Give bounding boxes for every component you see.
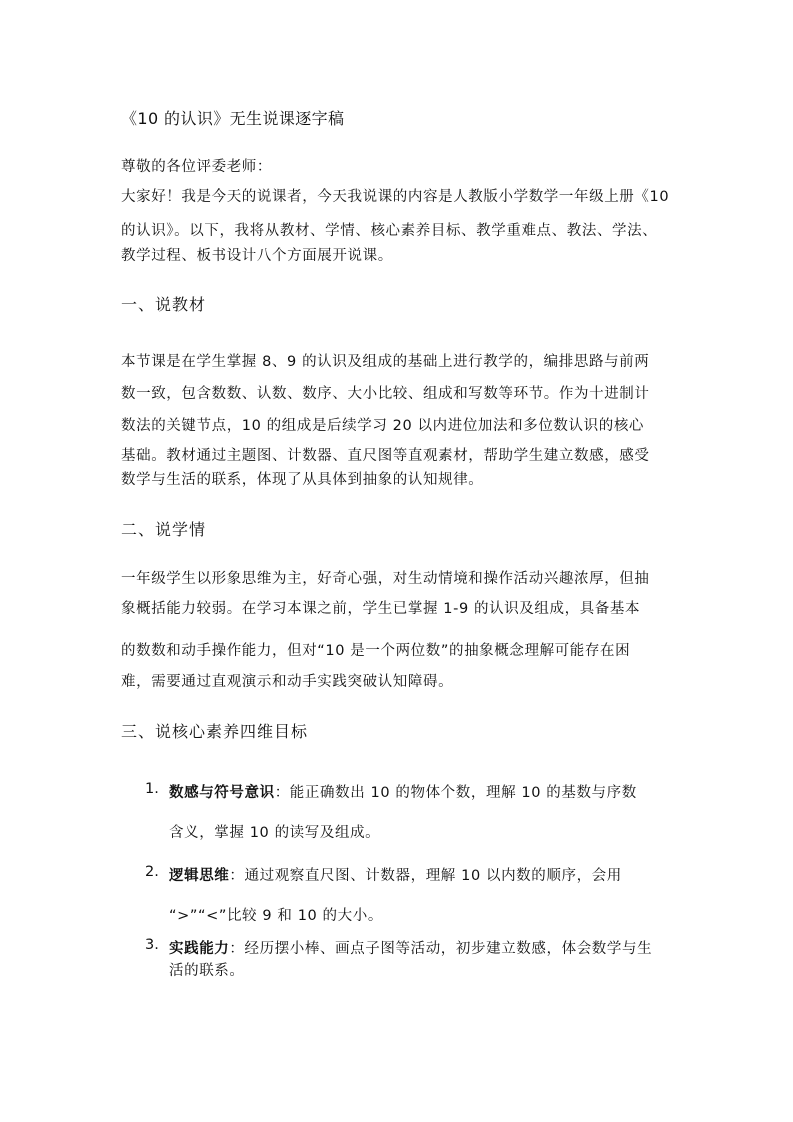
list-item-label: 实践能力 (169, 941, 230, 957)
list-item-label: 数感与符号意识 (169, 785, 275, 801)
list-item-text: ：通过观察直尺图、计数器，理解 10 以内数的顺序，会用 (229, 868, 622, 884)
list-item-text: ：能正确数出 10 的物体个数，理解 10 的基数与序数 (274, 785, 637, 801)
section-heading: 二、说学情 (121, 520, 207, 539)
list-item-label: 逻辑思维 (169, 868, 230, 884)
intro-line: 的认识》。以下，我将从教材、学情、核心素养目标、教学重难点、教法、学法、 (121, 223, 658, 239)
intro-line: 教学过程、板书设计八个方面展开说课。 (121, 248, 393, 264)
paragraph-line: 数学与生活的联系，体现了从具体到抽象的认知规律。 (121, 472, 484, 488)
list-item-text: ：经历摆小棒、画点子图等活动，初步建立数感，体会数学与生 (229, 941, 653, 957)
paragraph-line: 一年级学生以形象思维为主，好奇心强，对生动情境和操作活动兴趣浓厚，但抽 (121, 571, 650, 587)
paragraph-line: 难，需要通过直观演示和动手实践突破认知障碍。 (121, 674, 454, 690)
list-item (169, 864, 679, 885)
list-item-continuation: 活的联系。 (169, 963, 245, 979)
paragraph-line: 本节课是在学生掌握 8、9 的认识及组成的基础上进行教学的，编排思路与前两 (121, 354, 650, 370)
paragraph-line: 数法的关键节点，10 的组成是后续学习 20 以内进位加法和多位数认识的核心 (121, 418, 645, 434)
list-item-continuation: “>”“<”比较 9 和 10 的大小。 (169, 908, 383, 924)
paragraph-line: 基础。教材通过主题图、计数器、直尺图等直观素材，帮助学生建立数感，感受 (121, 448, 650, 464)
list-item (169, 937, 679, 958)
list-item-continuation: 含义，掌握 10 的读写及组成。 (169, 825, 381, 841)
list-item-number: 2. (145, 864, 159, 880)
document-title: 《10 的认识》无生说课逐字稿 (121, 109, 345, 128)
list-item (169, 781, 679, 802)
intro-line: 大家好！我是今天的说课者，今天我说课的内容是人教版小学数学一年级上册《10 (121, 189, 670, 205)
section-heading: 一、说教材 (121, 295, 207, 314)
paragraph-line: 的数数和动手操作能力，但对“10 是一个两位数”的抽象概念理解可能存在困 (121, 643, 631, 659)
list-item-number: 3. (145, 937, 159, 953)
section-heading: 三、说核心素养四维目标 (121, 722, 309, 741)
greeting: 尊敬的各位评委老师： (121, 159, 272, 175)
paragraph-line: 数一致，包含数数、认数、数序、大小比较、组成和写数等环节。作为十进制计 (121, 386, 650, 402)
list-item-number: 1. (145, 781, 159, 797)
paragraph-line: 象概括能力较弱。在学习本课之前，学生已掌握 1-9 的认识及组成，具备基本 (121, 601, 641, 617)
